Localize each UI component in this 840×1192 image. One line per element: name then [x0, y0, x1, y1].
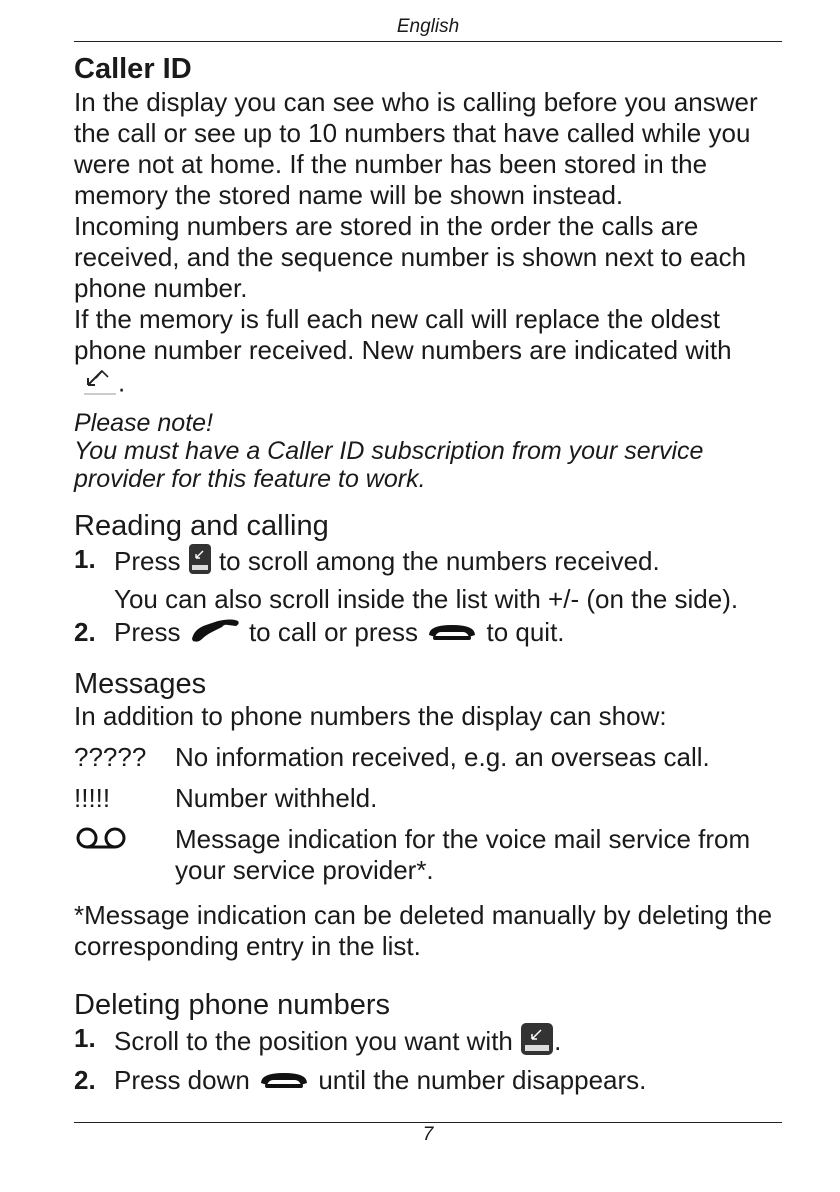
messages-intro: In addition to phone numbers the display can show: — [74, 701, 667, 732]
step-text: . — [554, 1026, 562, 1056]
step-text: Press — [114, 617, 181, 647]
message-description: No information received, e.g. an overseas call. — [175, 742, 710, 773]
step-text: to scroll among the numbers received. — [218, 545, 660, 576]
step-number: 2. — [74, 617, 96, 647]
caller-id-para1: In the display you can see who is calling before you answer the call or see up to 10 numbers that have called while you were not at home. If the number has been stored in the memory the stored name will be shown instead. — [74, 87, 758, 210]
messages-title: Messages — [74, 668, 207, 701]
caller-id-para3-text: If the memory is full each new call will replace the oldest phone number received. New numbers are indicated with — [74, 304, 732, 365]
deleting-step-1 — [74, 1022, 784, 1064]
end-call-key-icon — [425, 618, 479, 651]
caller-id-key-icon — [188, 543, 212, 583]
caller-id-key-icon — [520, 1022, 554, 1064]
deleting-steps — [74, 1022, 784, 1099]
step-text: until the number disappears. — [318, 1065, 647, 1096]
reading-step-1 — [74, 543, 784, 616]
step-number: 1. — [74, 544, 96, 574]
deleting-step-2 — [74, 1064, 784, 1099]
page-content — [74, 52, 784, 1099]
deleting-title: Deleting phone numbers — [74, 989, 390, 1022]
message-row-voicemail — [74, 824, 784, 886]
step-text: to call or press — [248, 617, 419, 647]
message-description: Number withheld. — [175, 783, 378, 814]
footer-rule — [74, 1122, 782, 1123]
note-title: Please note! — [74, 409, 213, 437]
caller-id-para3-end: . — [118, 367, 126, 398]
new-call-indicator-icon — [82, 366, 118, 403]
message-description: Message indication for the voice mail service from your service provider*. — [175, 824, 751, 886]
messages-footnote: *Message indication can be deleted manually by deleting the corresponding entry in the list. — [74, 900, 773, 962]
step-number: 2. — [74, 1065, 96, 1096]
header-language: English — [396, 16, 460, 37]
message-symbol: !!!!! — [74, 783, 111, 814]
step-text: Scroll to the position you want with — [114, 1026, 513, 1056]
call-key-icon — [188, 617, 242, 651]
step-number: 1. — [74, 1023, 96, 1054]
header-rule — [74, 41, 782, 42]
reading-steps — [74, 543, 784, 651]
caller-id-para3 — [74, 304, 784, 403]
step-text: Press — [114, 545, 181, 576]
message-row-withheld — [74, 783, 784, 814]
caller-id-title: Caller ID — [74, 53, 192, 85]
message-row-no-info — [74, 742, 784, 773]
caller-id-para2: Incoming numbers are stored in the order the calls are received, and the sequence number is shown next to each phone number. — [74, 211, 747, 303]
reading-title: Reading and calling — [74, 510, 329, 542]
reading-step-2 — [74, 616, 784, 651]
end-call-key-icon — [257, 1066, 311, 1099]
message-symbol: ????? — [74, 742, 147, 773]
note-text: You must have a Caller ID subscription from your service provider for this feature to work. — [74, 437, 704, 493]
note-block — [74, 409, 784, 493]
voicemail-icon — [74, 824, 175, 886]
step-text: to quit. — [486, 617, 565, 647]
step-text: Press down — [114, 1065, 250, 1096]
page-number: 7 — [422, 1124, 434, 1145]
step-text: You can also scroll inside the list with +/- (on the side). — [114, 584, 739, 614]
